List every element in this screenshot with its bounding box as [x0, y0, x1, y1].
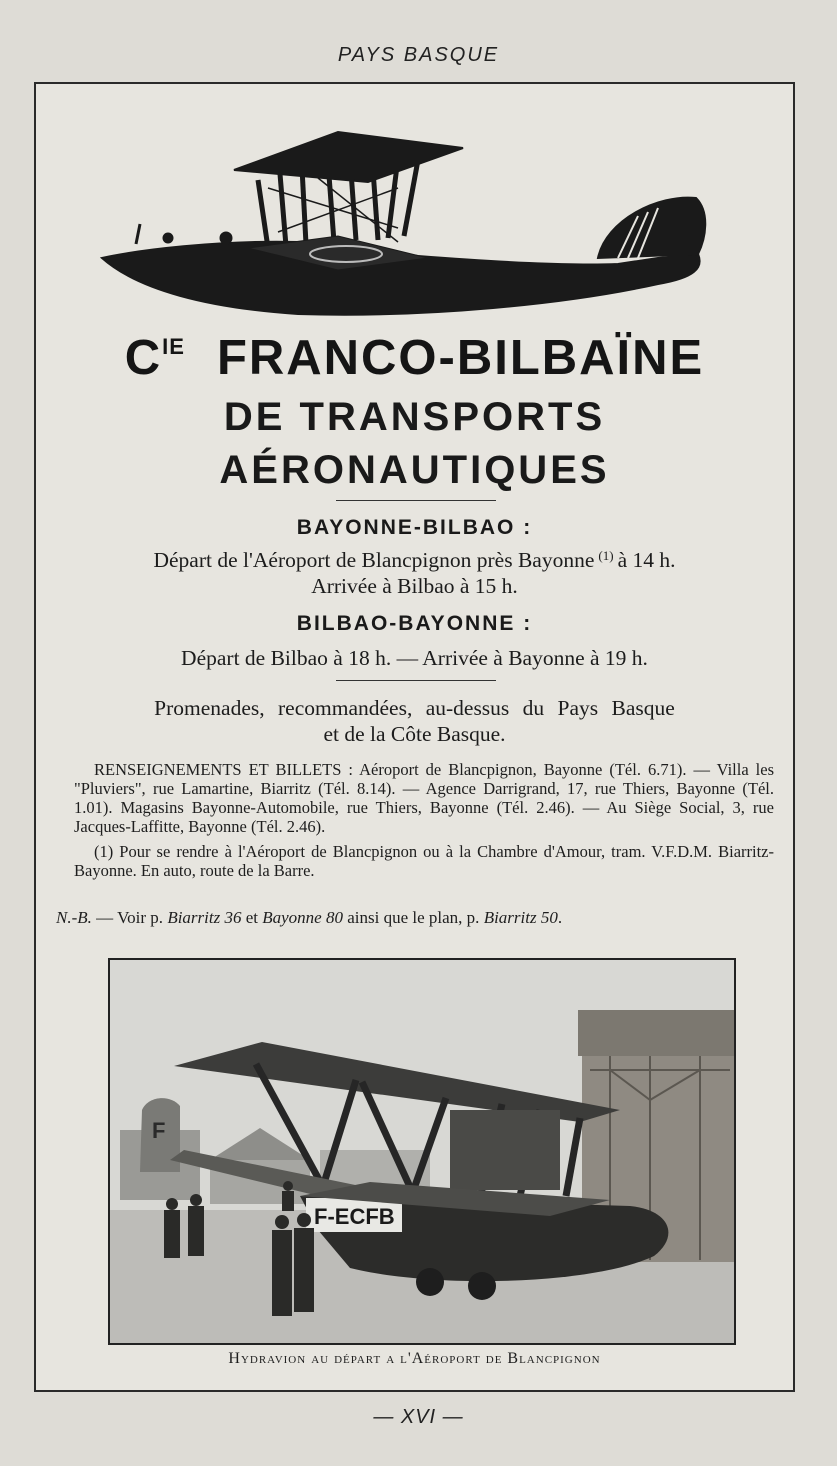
nb-label: N.-B. — [56, 908, 92, 927]
seaplane-photo — [108, 958, 736, 1345]
divider — [336, 500, 496, 501]
route1-departure-text: Départ de l'Aéroport de Blancpignon près Bayonne — [153, 548, 595, 572]
subtitle-line-2: AÉRONAUTIQUES — [219, 448, 610, 492]
info-block — [74, 760, 774, 880]
advertisement-frame — [34, 82, 795, 1392]
footnote-marker: (1) — [598, 548, 614, 563]
nb-text-2: et — [241, 908, 263, 927]
nb-text-3: ainsi que le plan, p. — [342, 908, 484, 927]
promenades-line-2: et de la Côte Basque. — [323, 722, 506, 746]
registration: F-ECFB — [314, 1204, 395, 1229]
subtitle-line-1: DE TRANSPORTS — [223, 395, 606, 439]
company-prefix: C — [124, 331, 163, 385]
tail-letter: F — [152, 1118, 166, 1143]
running-title: PAYS BASQUE — [337, 44, 500, 66]
route2-schedule: Départ de Bilbao à 18 h. — Arrivée à Bayonne à 19 h. — [181, 646, 648, 670]
divider — [336, 680, 496, 681]
route1-arrival: Arrivée à Bilbao à 15 h. — [311, 574, 518, 598]
route-title-bilbao-bayonne: BILBAO-BAYONNE : — [296, 612, 533, 635]
photo-caption: Hydravion au départ a l'Aéroport de Blancpignon — [228, 1350, 601, 1367]
nb-ref-biarritz-50: Biarritz 50 — [483, 908, 558, 927]
company-name-text: FRANCO-BILBAÏNE — [216, 331, 705, 385]
seaplane-illustration — [98, 108, 718, 323]
company-prefix-sup: IE — [162, 334, 185, 359]
route1-departure-time: à 14 h. — [617, 548, 676, 572]
route1-departure — [36, 548, 793, 573]
page-number: — XVI — — [373, 1406, 464, 1428]
nb-ref-biarritz-36: Biarritz 36 — [167, 908, 242, 927]
footnote-text: (1) Pour se rendre à l'Aéroport de Blancpignon ou à la Chambre d'Amour, tram. V.F.D.M. Biarritz-Bayonne. En auto, route de la Barre. — [74, 842, 774, 880]
company-name — [36, 330, 793, 386]
promenades-line-1: Promenades, recommandées, au-dessus du Pays Basque — [154, 696, 675, 720]
nb-text-1: — Voir p. — [91, 908, 168, 927]
renseignements-text: RENSEIGNEMENTS ET BILLETS : Aéroport de Blancpignon, Bayonne (Tél. 6.71). — Villa les "Pluviers", rue Lamartine, Biarritz (Tél. 8.14). — Agence Darrigrand, 17, rue Thiers, Bayonne (Tél. 1.01). Magasins Bayonne-Automobile, rue Thiers, Bayonne (Tél. 2.46). — Au Siège Social, 3, rue Jacques-Laffitte, Bayonne (Tél. 2.46). — [74, 760, 774, 836]
nb-text-4: . — [557, 908, 563, 927]
nota-bene — [56, 908, 786, 928]
route-title-bayonne-bilbao: BAYONNE-BILBAO : — [296, 516, 533, 539]
nb-ref-bayonne-80: Bayonne 80 — [262, 908, 343, 927]
